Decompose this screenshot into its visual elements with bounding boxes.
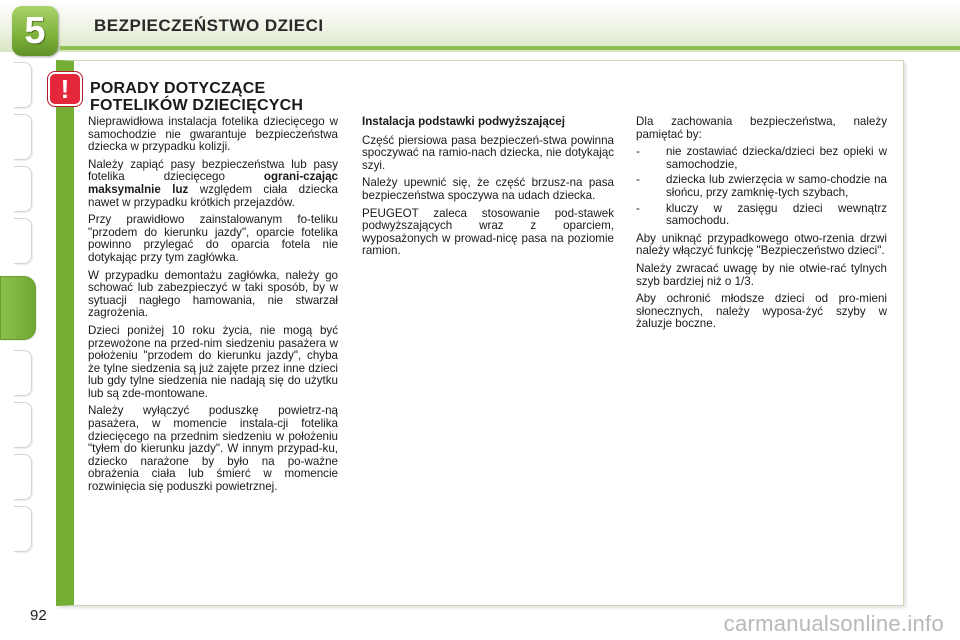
list-item <box>636 203 887 228</box>
column-3 <box>636 116 887 336</box>
paragraph: Nieprawidłowa instalacja fotelika dziecięcego w samochodzie nie gwarantuje bezpieczeństwa dziecka w przypadku kolizji. <box>88 115 338 154</box>
chapter-tabs <box>0 62 44 582</box>
section-title <box>90 80 350 114</box>
list-item-text: kluczy w zasięgu dzieci wewnątrz samochodu. <box>666 201 887 228</box>
column-1 <box>88 116 338 499</box>
watermark: carmanualsonline.info <box>723 611 944 636</box>
paragraph: Aby ochronić młodsze dzieci od pro-mieni słonecznych, należy wyposa-żyć szyby w żaluzje boczne. <box>636 292 887 331</box>
chapter-tab-2[interactable] <box>14 114 32 160</box>
paragraph: Należy zwracać uwagę by nie otwie-rać tylnych szyb bardziej niż o 1/3. <box>636 261 887 288</box>
chapter-tab-4[interactable] <box>14 218 32 264</box>
chapter-tab-3[interactable] <box>14 166 32 212</box>
chapter-tab-9[interactable] <box>14 506 32 552</box>
paragraph: Dla zachowania bezpieczeństwa, należy pamiętać by: <box>636 115 887 141</box>
section-title-line2: FOTELIKÓW DZIECIĘCYCH <box>90 97 304 114</box>
paragraph: Przy prawidłowo zainstalowanym fo-teliku "przodem do kierunku jazdy", oparcie fotelika powinno przylegać do oparcia fotela nie dotykając przy tym zagłówka. <box>88 213 338 264</box>
header-rule <box>60 46 960 50</box>
sub-heading: Instalacja podstawki podwyższającej <box>362 115 565 128</box>
paragraph: Aby uniknąć przypadkowego otwo-rzenia drzwi należy włączyć funkcję "Bezpieczeństwo dzieci". <box>636 231 887 258</box>
paragraph: Dzieci poniżej 10 roku życia, nie mogą być przewożone na przed-nim siedzeniu pasażera w położeniu "przodem do kierunku jazdy", chyba że tylne siedzenia są już zajęte przez inne dzieci lub gdy tylne siedzenia nie nadają się do użytku lub są zde-montowane. <box>88 323 338 400</box>
chapter-tab-6[interactable] <box>14 350 32 396</box>
paragraph: W przypadku demontażu zagłówka, należy go schować lub zabezpieczyć w taki sposób, by w sytuacji nagłego hamowania, nie stwarzał zagrożenia. <box>88 268 338 320</box>
bullet-marker: - <box>636 145 640 159</box>
paragraph: PEUGEOT zaleca stosowanie pod-stawek podwyższających wraz z oparciem, wyposażonych w prowad-nicę pasa na poziomie ramion. <box>362 206 614 258</box>
chapter-badge: 5 <box>12 6 58 56</box>
chapter-tab-7[interactable] <box>14 402 32 448</box>
page-title: BEZPIECZEŃSTWO DZIECI <box>94 16 324 35</box>
text: Należy zapiąć pasy bezpieczeństwa lub pasy fotelika dziecięcego <box>88 157 338 184</box>
paragraph <box>88 159 338 209</box>
exclamation-icon: ! <box>48 72 82 106</box>
emphasis-text: ograni-czając maksymalnie luz <box>88 170 338 196</box>
chapter-tab-1[interactable] <box>14 62 32 108</box>
section-title-line1: PORADY DOTYCZĄCE <box>90 80 266 97</box>
bullet-marker: - <box>636 201 640 215</box>
paragraph: Należy upewnić się, że część brzusz-na pasa bezpieczeństwa spoczywa na udach dziecka. <box>362 176 614 202</box>
paragraph: Należy wyłączyć poduszkę powietrz-ną pasażera, w momencie instala-cji fotelika dziecięcego na przednim siedzeniu w położeniu "tyłem do kierunku jazdy". W innym przypad-ku, dziecko narażone by było na po-ważne obrażenia ciała lub śmierć w momencie rozwinięcia się poduszki powietrznej. <box>88 404 338 494</box>
paragraph: Część piersiowa pasa bezpieczeń-stwa powinna spoczywać na ramio-nach dziecka, nie dotykając szyi. <box>362 133 614 172</box>
list-item <box>636 174 887 199</box>
text: względem ciała dziecka nawet w przypadku krótkich przejazdów. <box>88 182 338 209</box>
column-2 <box>362 116 614 263</box>
list-item-text: dziecka lub zwierzęcia w samo-chodzie na słońcu, przy zamknię-tych szybach, <box>666 173 887 199</box>
list-item <box>636 146 887 171</box>
bullet-list <box>636 146 887 228</box>
list-item-text: nie zostawiać dziecka/dzieci bez opieki w samochodzie, <box>666 145 887 171</box>
chapter-tab-5-active[interactable] <box>0 276 36 340</box>
bullet-marker: - <box>636 173 640 187</box>
page-number: 92 <box>30 607 47 624</box>
chapter-tab-8[interactable] <box>14 454 32 500</box>
